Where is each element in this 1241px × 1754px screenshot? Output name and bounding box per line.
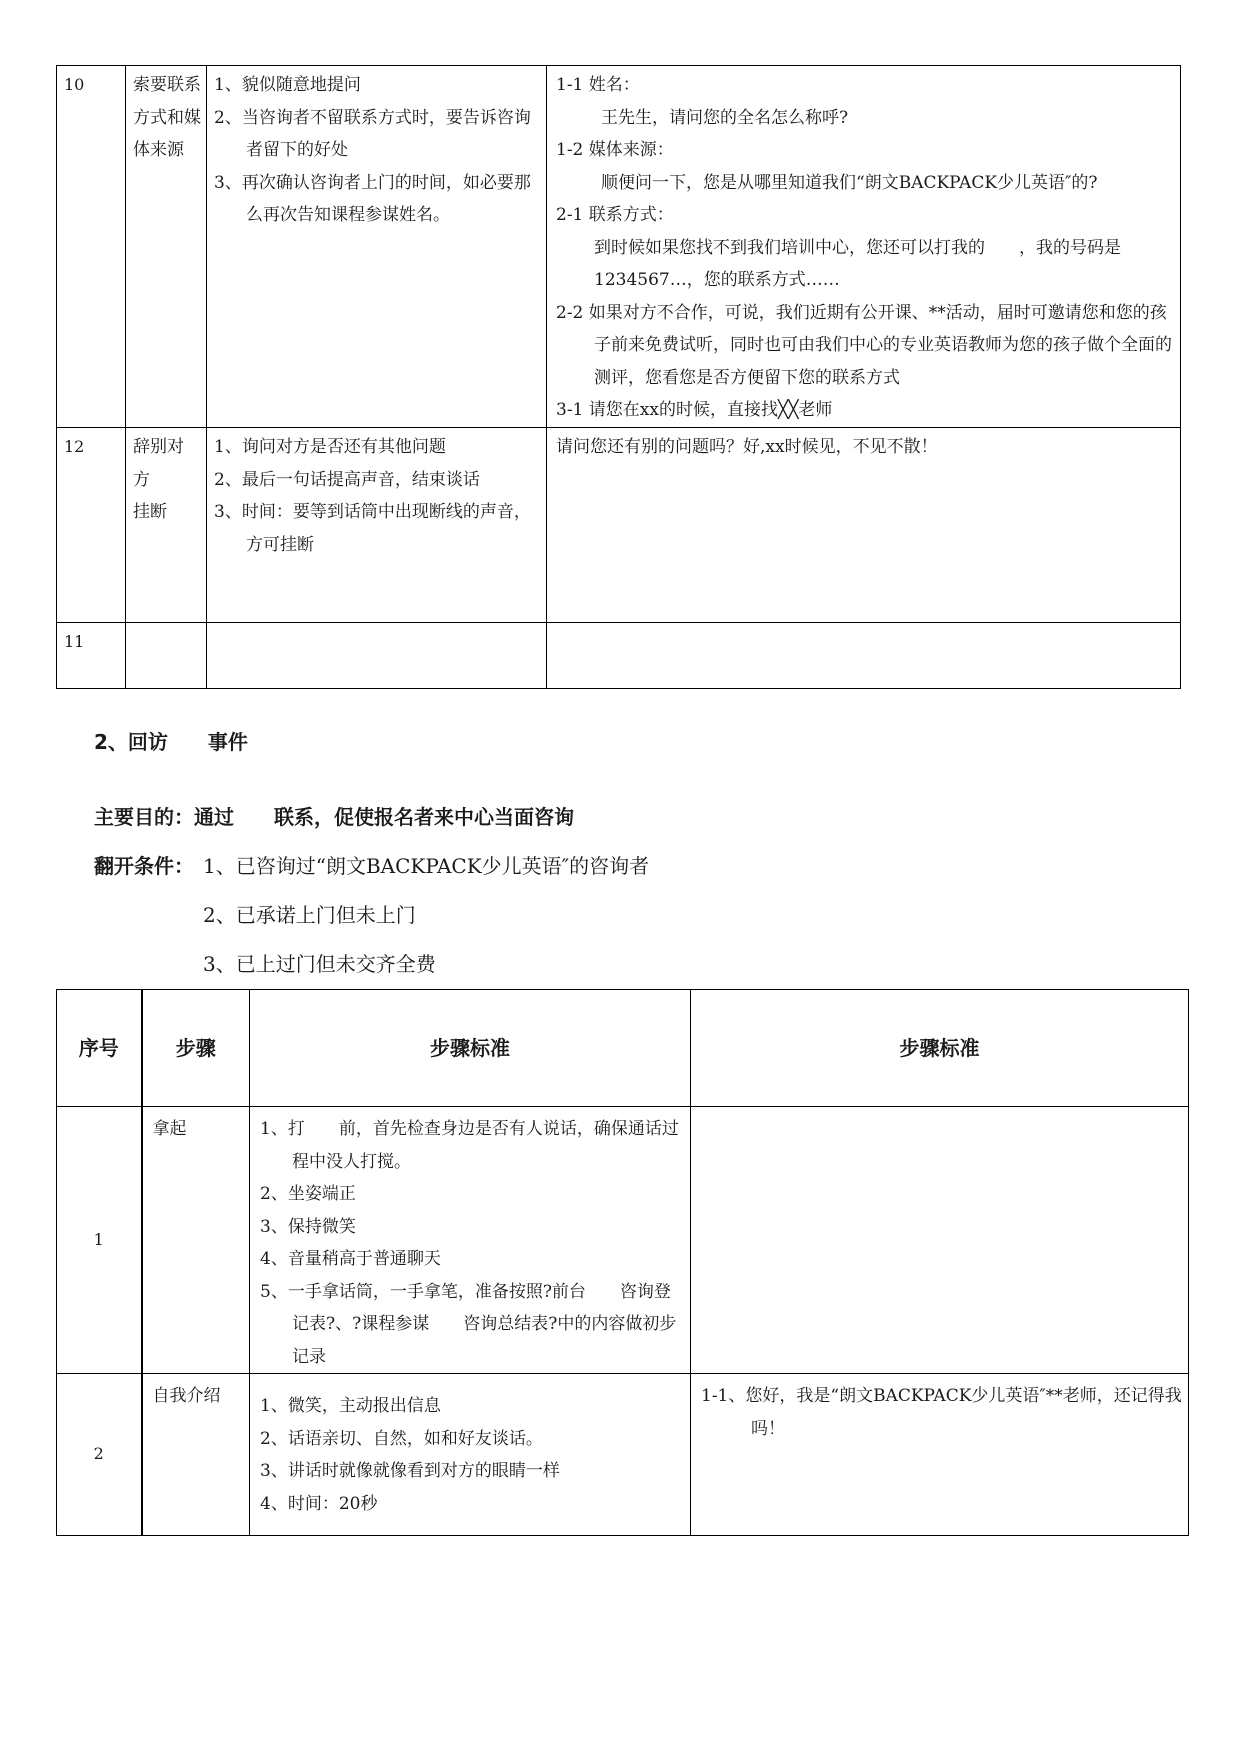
- section-heading: 2、回访 事件: [94, 730, 248, 754]
- step-name: 索要联系方式和媒体来源: [126, 66, 207, 428]
- step-script: [547, 623, 1181, 689]
- row-number: 10: [57, 66, 126, 428]
- table-row: [57, 428, 1181, 623]
- step-criteria: 1、微笑，主动报出信息 2、话语亲切、自然，如和好友谈话。 3、讲话时就像就像看到对方的眼睛一样 4、时间：20秒: [250, 1374, 691, 1536]
- table-row: [57, 1107, 1189, 1374]
- step-name: 拿起: [142, 1107, 250, 1374]
- header-criteria: 步骤标准: [250, 990, 691, 1107]
- step-criteria: 1、询问对方是否还有其他问题 2、最后一句话提高声音，结束谈话 3、时间：要等到话筒中出现断线的声音，方可挂断: [207, 428, 547, 623]
- condition-item: 3、已上过门但未交齐全费: [203, 952, 436, 976]
- step-criteria: [207, 623, 547, 689]
- step-script: 1-1 姓名： 王先生，请问您的全名怎么称呼? 1-2 媒体来源： 顺便问一下，您是从哪里知道我们“朗文BACKPACK少儿英语″的? 2-1 联系方式： 到时候如果您找不到我们培训中心，您还可以打我的 ，我的号码是1234567…，您的联系方式…… 2-2 如果对方不合作，可说，我们近期有公开课、**活动，届时可邀请您和您的孩子前来免费试听，同时也可由我们中心的专业英语教师为您的孩子做个全面的测评，您看您是否方便留下您的联系方式 3-1 请您在xx的时候，直接找╳╳老师: [547, 66, 1181, 428]
- row-number: 12: [57, 428, 126, 623]
- row-number: 2: [57, 1374, 142, 1536]
- table-row: [57, 623, 1181, 689]
- header-step: 步骤: [142, 990, 250, 1107]
- step-name: 自我介绍: [142, 1374, 250, 1536]
- step-script: 请问您还有别的问题吗？好,xx时候见，不见不散！: [547, 428, 1181, 623]
- callback-steps-table: [56, 989, 1189, 1536]
- step-script: [691, 1107, 1189, 1374]
- step-name: 辞别对 方 挂断: [126, 428, 207, 623]
- header-criteria-2: 步骤标准: [691, 990, 1189, 1107]
- condition-item: 2、已承诺上门但未上门: [203, 903, 416, 927]
- script-table-continued: [56, 65, 1181, 689]
- condition-item: 1、已咨询过“朗文BACKPACK少儿英语″的咨询者: [203, 854, 650, 878]
- table-header-row: [57, 990, 1189, 1107]
- purpose-line: 主要目的：通过 联系，促使报名者来中心当面咨询: [94, 805, 574, 829]
- conditions-label: 翻开条件：: [94, 854, 194, 878]
- step-name: [126, 623, 207, 689]
- table-row: [57, 1374, 1189, 1536]
- step-script: 1-1、您好，我是“朗文BACKPACK少儿英语″**老师，还记得我吗！: [691, 1374, 1189, 1536]
- row-number: 11: [57, 623, 126, 689]
- step-criteria: 1、打 前，首先检查身边是否有人说话，确保通话过程中没人打搅。 2、坐姿端正 3、保持微笑 4、音量稍高于普通聊天 5、一手拿话筒，一手拿笔，准备按照?前台 咨询登记表?、?课程参谋 咨询总结表?中的内容做初步记录: [250, 1107, 691, 1374]
- row-number: 1: [57, 1107, 142, 1374]
- step-criteria: 1、貌似随意地提问 2、当咨询者不留联系方式时，要告诉咨询者留下的好处 3、再次确认咨询者上门的时间，如必要那么再次告知课程参谋姓名。: [207, 66, 547, 428]
- header-seq: 序号: [57, 990, 142, 1107]
- table-row: [57, 66, 1181, 428]
